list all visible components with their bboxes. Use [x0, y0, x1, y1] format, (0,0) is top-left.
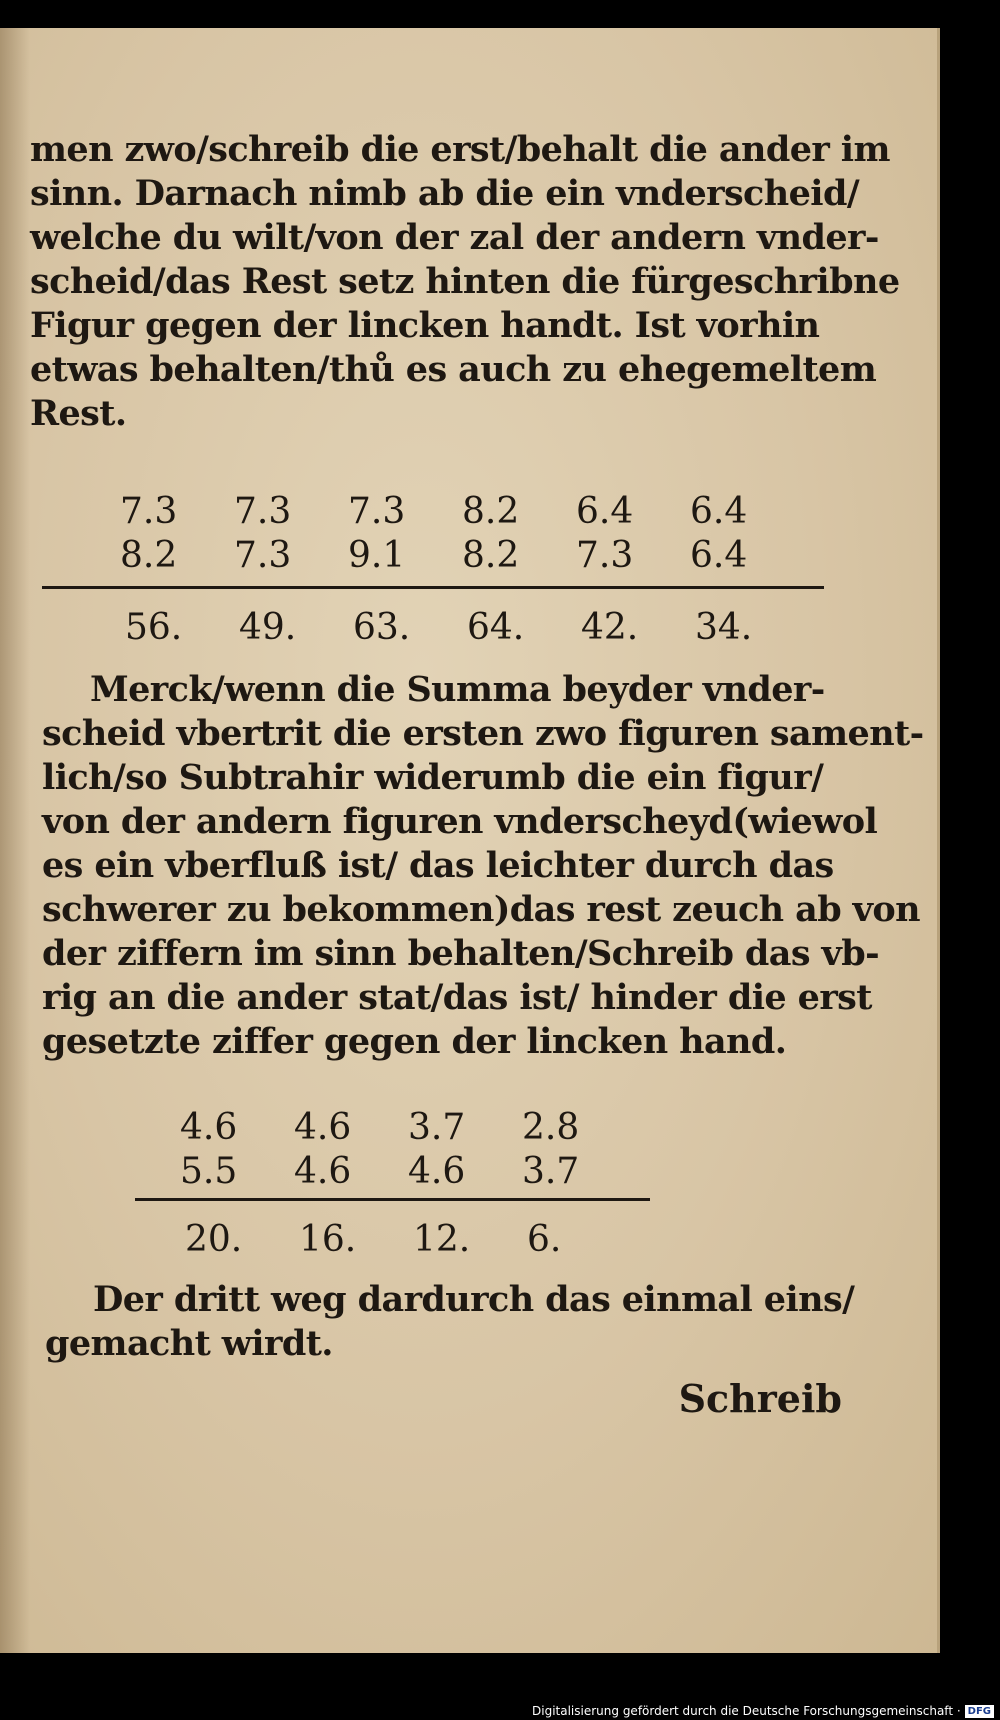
text-line: rig an die ander stat/das ist/ hinder die erst	[42, 977, 872, 1018]
text-line: Figur gegen der lincken handt. Ist vorhin	[30, 305, 820, 346]
result-cell: 63.	[353, 607, 411, 648]
table-cell: 8.2	[462, 535, 520, 576]
table-cell: 6.4	[690, 535, 748, 576]
result-cell: 42.	[581, 607, 639, 648]
table-cell: 7.3	[234, 491, 292, 532]
table-cell: 4.6	[180, 1107, 238, 1148]
table-cell: 7.3	[234, 535, 292, 576]
text-line: etwas behalten/thů es auch zu ehegemeltem	[30, 349, 877, 390]
table-row	[185, 1218, 641, 1262]
text-line: sinn. Darnach nimb ab die ein vnderscheid/	[30, 173, 860, 214]
table-row	[120, 490, 804, 534]
table-cell: 4.6	[408, 1151, 466, 1192]
digitization-credit	[532, 1704, 994, 1718]
table-cell: 8.2	[462, 491, 520, 532]
text-line: der ziffern im sinn behalten/Schreib das vb-	[42, 933, 880, 974]
table-cell: 2.8	[522, 1107, 580, 1148]
result-cell: 34.	[695, 607, 753, 648]
result-cell: 12.	[413, 1219, 471, 1260]
book-page	[0, 28, 940, 1653]
sum-rule-2	[135, 1198, 650, 1201]
text-line: scheid/das Rest setz hinten die fürgeschribne	[30, 261, 900, 302]
table-cell: 4.6	[294, 1107, 352, 1148]
paragraph-3	[45, 1278, 875, 1366]
result-cell: 6.	[527, 1219, 562, 1260]
paragraph-1	[30, 128, 900, 436]
results-row-2	[185, 1218, 641, 1262]
table-row	[180, 1106, 636, 1150]
text-line: gesetzte ziffer gegen der lincken hand.	[42, 1021, 787, 1062]
text-line: scheid vbertrit die ersten zwo figuren sament-	[42, 713, 924, 754]
catchword: Schreib	[678, 1376, 842, 1421]
table-row	[120, 534, 804, 578]
table-cell: 4.6	[294, 1151, 352, 1192]
table-cell: 7.3	[120, 491, 178, 532]
text-line: men zwo/schreib die erst/behalt die ander im	[30, 129, 890, 170]
text-line: Rest.	[30, 393, 127, 434]
table-cell: 9.1	[348, 535, 406, 576]
page-gutter-shadow	[0, 28, 30, 1653]
table-cell: 7.3	[348, 491, 406, 532]
table-row	[180, 1150, 636, 1194]
result-cell: 16.	[299, 1219, 357, 1260]
table-cell: 6.4	[690, 491, 748, 532]
text-line: lich/so Subtrahir widerumb die ein figur/	[42, 757, 824, 798]
dfg-logo: DFG	[965, 1705, 994, 1718]
text-line: Der dritt weg dardurch das einmal eins/	[93, 1279, 855, 1320]
sum-rule-1	[42, 586, 824, 589]
table-cell: 8.2	[120, 535, 178, 576]
credit-text: Digitalisierung gefördert durch die Deutsche Forschungsgemeinschaft ·	[532, 1704, 961, 1718]
table-row	[125, 606, 809, 650]
paragraph-2	[42, 668, 924, 1064]
text-line: von der andern figuren vnderscheyd(wiewol	[42, 801, 878, 842]
text-line: es ein vberfluß ist/ das leichter durch das	[42, 845, 834, 886]
table-cell: 3.7	[522, 1151, 580, 1192]
table-cell: 7.3	[576, 535, 634, 576]
text-line: Merck/wenn die Summa beyder vnder-	[90, 669, 825, 710]
result-cell: 20.	[185, 1219, 243, 1260]
text-line: gemacht wirdt.	[45, 1323, 333, 1364]
result-cell: 49.	[239, 607, 297, 648]
results-row-1	[125, 606, 809, 650]
text-line: schwerer zu bekommen)das rest zeuch ab von	[42, 889, 920, 930]
text-line: welche du wilt/von der zal der andern vnder-	[30, 217, 879, 258]
result-cell: 56.	[125, 607, 183, 648]
table-cell: 6.4	[576, 491, 634, 532]
table-cell: 3.7	[408, 1107, 466, 1148]
multiplication-table-2	[180, 1106, 636, 1194]
result-cell: 64.	[467, 607, 525, 648]
multiplication-table-1	[120, 490, 804, 578]
table-cell: 5.5	[180, 1151, 238, 1192]
